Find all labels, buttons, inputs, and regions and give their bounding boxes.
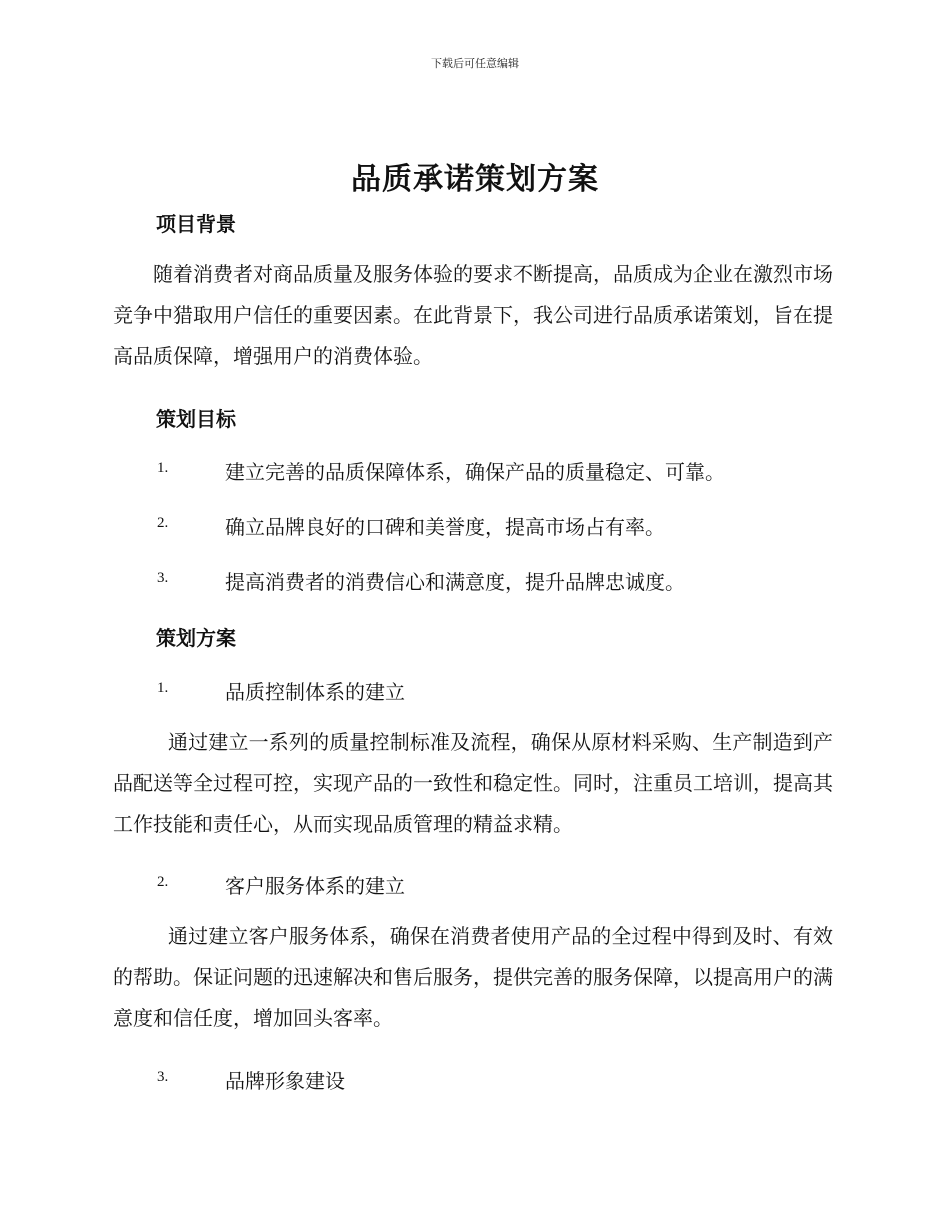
list-number: 2. bbox=[157, 515, 169, 531]
document-title: 品质承诺策划方案 bbox=[351, 162, 599, 197]
list-item-plan-2 bbox=[157, 870, 837, 900]
paragraph-plan-2: 通过建立客户服务体系，确保在消费者使用产品的全过程中得到及时、有效的帮助。保证问题的迅速解决和售后服务，提供完善的服务保障，以提高用户的满意度和信任度，增加回头客率。 bbox=[113, 924, 833, 1030]
list-text: 客户服务体系的建立 bbox=[225, 874, 405, 898]
paragraph-plan-1: 通过建立一系列的质量控制标准及流程，确保从原材料采购、生产制造到产品配送等全过程可控，实现产品的一致性和稳定性。同时，注重员工培训，提高其工作技能和责任心，从而实现品质管理的精益求精。 bbox=[113, 730, 833, 836]
list-item-goal-1 bbox=[157, 456, 837, 486]
list-item-goal-2 bbox=[157, 511, 837, 541]
paragraph-background: 随着消费者对商品质量及服务体验的要求不断提高，品质成为企业在激烈市场竞争中猎取用户信任的重要因素。在此背景下，我公司进行品质承诺策划，旨在提高品质保障，增强用户的消费体验。 bbox=[113, 262, 833, 368]
list-number: 3. bbox=[157, 570, 169, 586]
list-number: 3. bbox=[157, 1069, 169, 1085]
list-text: 提高消费者的消费信心和满意度，提升品牌忠诚度。 bbox=[225, 570, 685, 594]
list-text: 确立品牌良好的口碑和美誉度，提高市场占有率。 bbox=[225, 515, 665, 539]
list-text: 品牌形象建设 bbox=[225, 1069, 345, 1093]
list-item-goal-3 bbox=[157, 566, 837, 596]
list-number: 1. bbox=[157, 460, 169, 476]
list-text: 品质控制体系的建立 bbox=[225, 680, 405, 704]
list-number: 1. bbox=[157, 680, 169, 696]
section-heading-plan: 策划方案 bbox=[156, 626, 236, 650]
section-heading-goals: 策划目标 bbox=[156, 407, 236, 431]
header-note: 下载后可任意编辑 bbox=[431, 57, 519, 70]
list-item-plan-1 bbox=[157, 676, 837, 706]
list-item-plan-3 bbox=[157, 1065, 837, 1095]
list-text: 建立完善的品质保障体系，确保产品的质量稳定、可靠。 bbox=[225, 460, 725, 484]
list-number: 2. bbox=[157, 874, 169, 890]
section-heading-background: 项目背景 bbox=[156, 212, 236, 236]
